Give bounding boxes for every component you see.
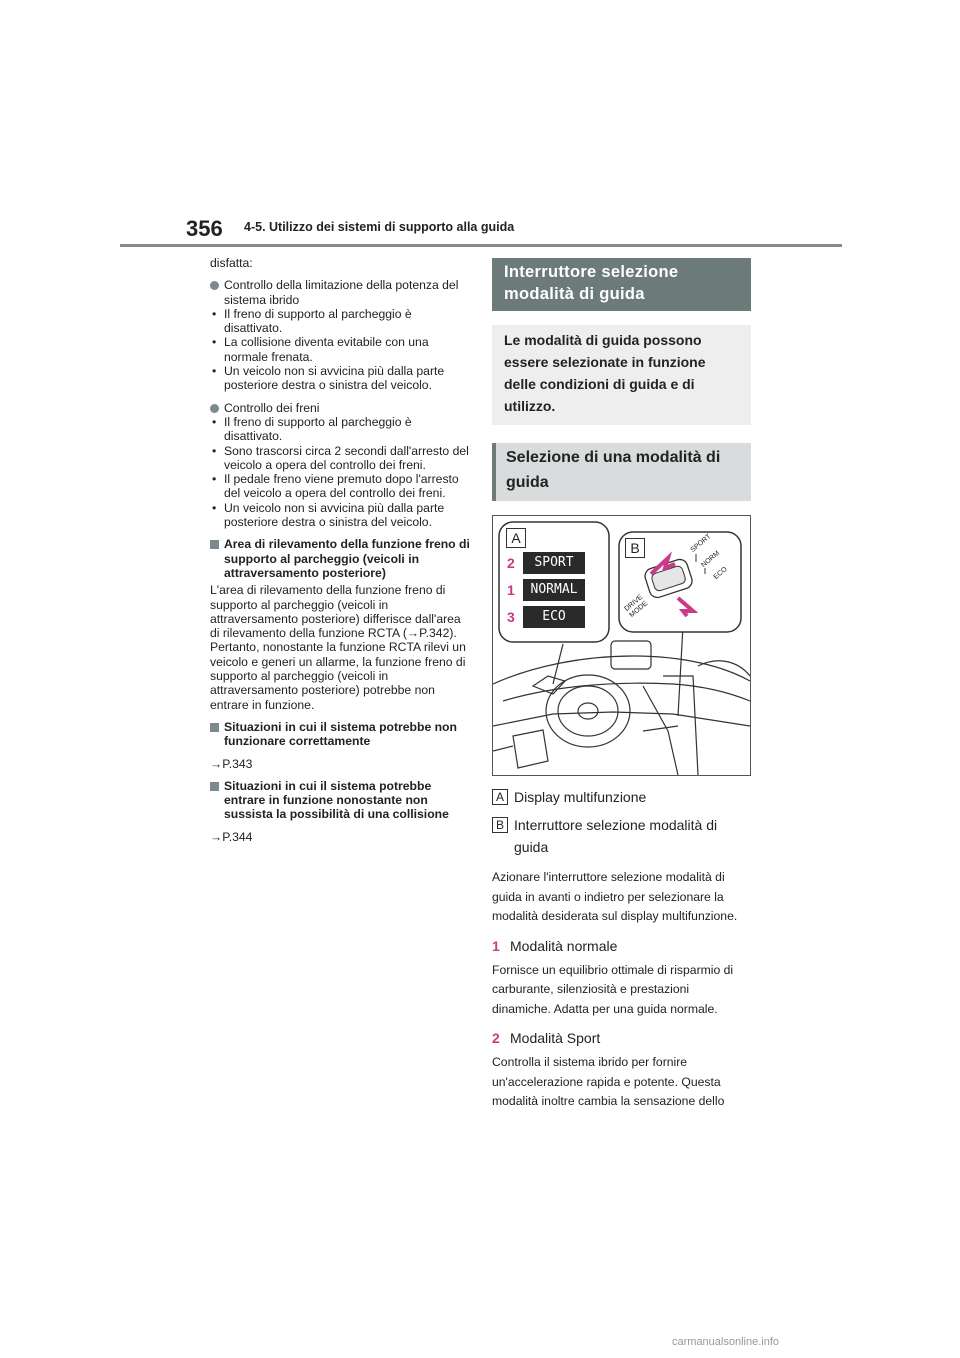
drive-mode-illustration [492,515,751,776]
legend-key: B [492,817,508,833]
mode-sport-label: SPORT [534,555,574,570]
switch-label: SPORT [689,533,713,554]
section-heading: Area di rilevamento della funzione freno di supporto al parcheggio (veicoli in attraversamento posteriore) [210,537,470,580]
bullet-item: Controllo della limitazione della potenza del sistema ibrido [210,278,470,307]
watermark: carmanualsonline.info [672,1336,780,1348]
paragraph: Azionare l'interruttore selezione modalità di guida in avanti o indietro per selezionare la modalità desiderata sul display multifunzione. [492,870,738,923]
page-number: 356 [186,216,223,241]
list-item: • Un veicolo non si avvicina più dalla parte posteriore destra o sinistra del veicolo. [210,501,470,530]
legend-item: B Interruttore selezione modalità di guida [492,814,751,858]
paragraph: disfatta: [210,256,253,270]
paragraph: Fornisce un equilibrio ottimale di risparmio di carburante, silenziosità e prestazioni dinamiche. Adatta per una guida normale. [492,962,734,1016]
switch-label: DRIVE MODE [623,593,650,620]
subsection-title: Selezione di una modalità di guida [492,443,751,501]
section-title: Interruttore selezione modalità di guida [492,258,751,311]
section-heading: Situazioni in cui il sistema potrebbe entrare in funzione nonostante non sussista la possibilità di una collisione [210,779,470,822]
mode-number: 3 [507,609,515,625]
figure-legend [492,786,751,858]
callout-a-label: A [506,528,526,548]
left-column [210,256,470,844]
mode-item: 2 Modalità Sport [492,1030,601,1046]
paragraph: L'area di rilevamento della funzione freno di supporto al parcheggio (veicoli in attraversamento posteriore) differisce dall'area di rilevamento della funzione RCTA (→P.342). Pertanto, nonostante la funzione RCTA rilevi un veicolo e generi un allarme, la funzione freno di supporto al parcheggio (veicoli in attraversamento posteriore) potrebbe non entrare in funzione. [210,583,466,712]
switch-label: NORM [700,549,722,570]
page-reference: →P.344 [210,829,253,844]
list-item: • Il freno di supporto al parcheggio è disattivato. [210,307,470,336]
page-reference: →P.343 [210,756,253,771]
mode-normal-label: NORMAL [530,582,578,597]
callout-b-label: B [625,538,645,558]
list-item: • Il freno di supporto al parcheggio è disattivato. [210,415,470,444]
legend-item: A Display multifunzione [492,786,751,808]
intro-box: Le modalità di guida possono essere selezionate in funzione delle condizioni di guida e di utilizzo. [492,325,751,425]
section-heading: Situazioni in cui il sistema potrebbe non funzionare correttamente [210,720,470,749]
right-column [492,258,751,1112]
legend-key: A [492,789,508,805]
list-item: • Un veicolo non si avvicina più dalla parte posteriore destra o sinistra del veicolo. [210,364,470,393]
list-item: • La collisione diventa evitabile con una normale frenata. [210,335,470,364]
square-bullet-icon [210,782,219,791]
list-item: • Il pedale freno viene premuto dopo l'arresto del veicolo a opera del controllo dei freni. [210,472,470,501]
bullet-dot-icon [210,404,219,413]
switch-label: ECO [712,565,729,582]
square-bullet-icon [210,540,219,549]
mode-eco-label: ECO [542,609,566,624]
mode-number: 1 [507,582,515,598]
square-bullet-icon [210,723,219,732]
chapter-title: 4-5. Utilizzo dei sistemi di supporto alla guida [244,220,515,234]
header-rule [120,244,842,247]
bullet-dot-icon [210,281,219,290]
list-item: • Sono trascorsi circa 2 secondi dall'arresto del veicolo a opera del controllo dei freni. [210,444,470,473]
paragraph: Controlla il sistema ibrido per fornire un'accelerazione rapida e potente. Questa modalità inoltre cambia la sensazione dello [492,1055,725,1108]
mode-number: 2 [507,555,515,571]
bullet-item: Controllo dei freni [210,401,470,415]
mode-item: 1 Modalità normale [492,937,618,954]
